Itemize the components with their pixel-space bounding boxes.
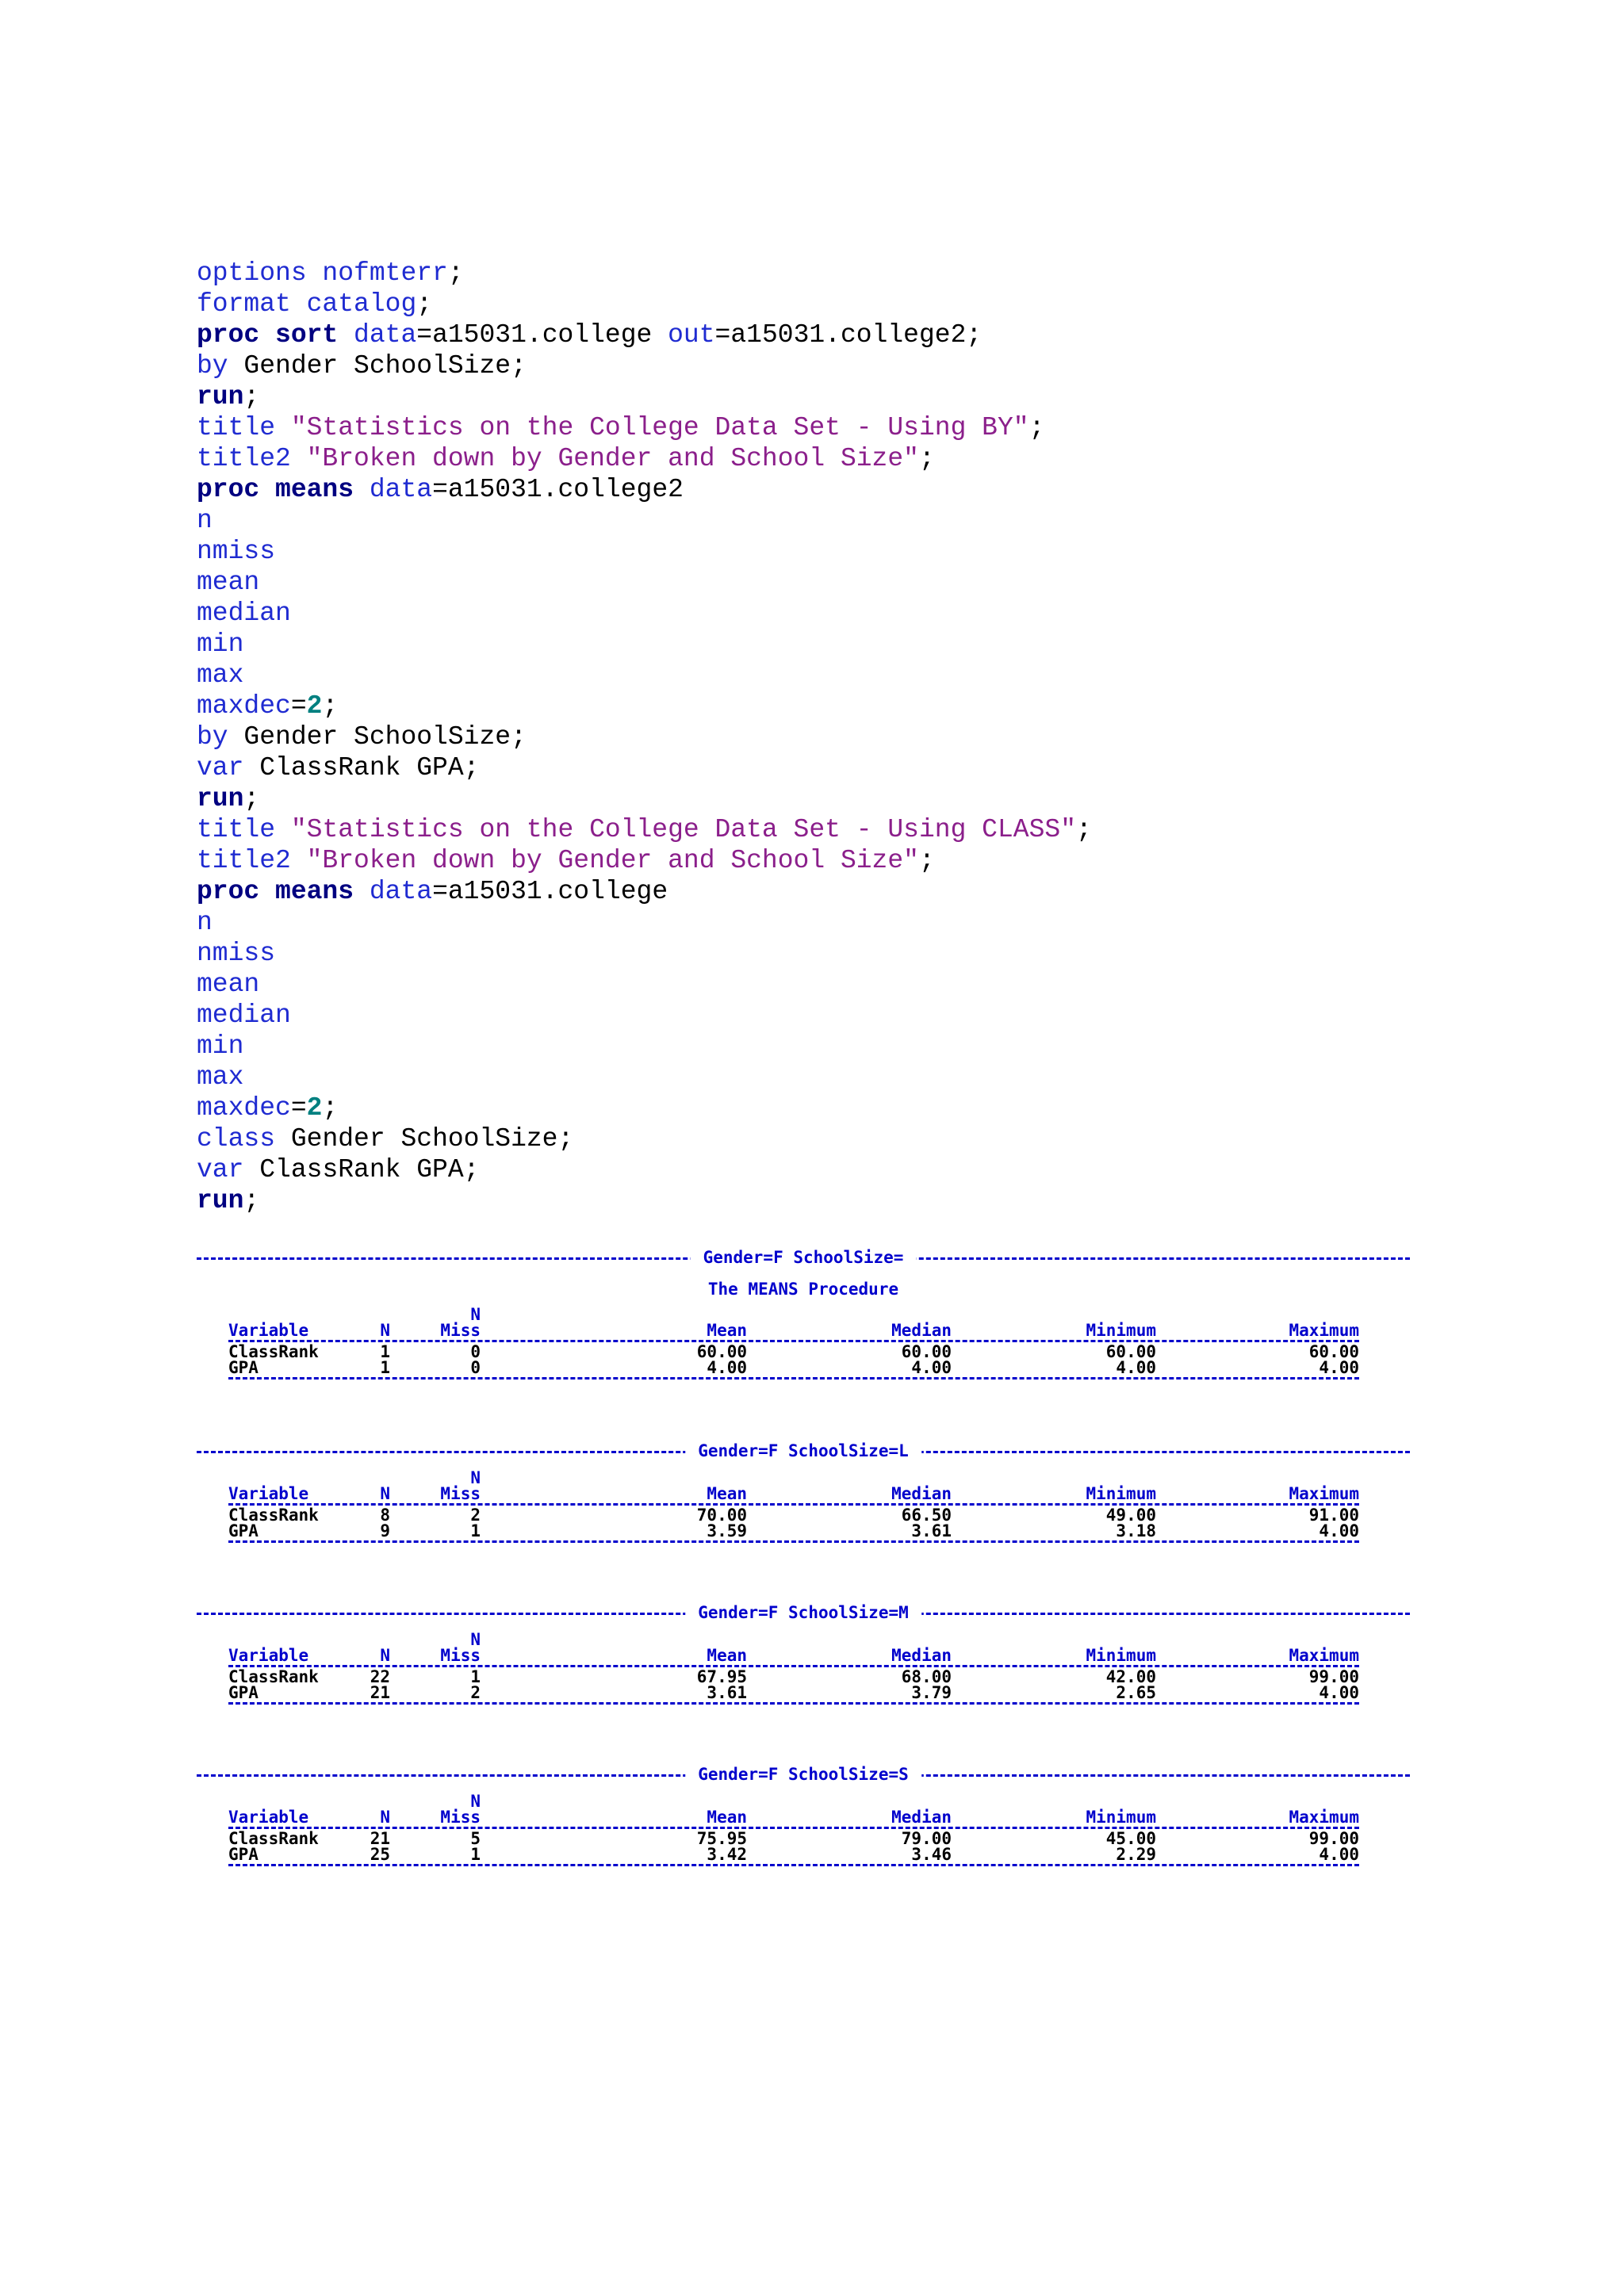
table-header-top [228,1307,1359,1322]
code-token: mean [197,970,260,999]
code-line [197,598,1092,629]
header-maximum: Maximum [1289,1484,1359,1503]
cell-maximum: 4.00 [1319,1521,1359,1540]
code-line [197,350,1092,381]
cell-median: 3.61 [911,1521,952,1540]
header-variable: Variable [228,1484,309,1503]
footer-rule [228,1702,1359,1705]
cell-n: 1 [380,1342,390,1361]
code-token: run [197,382,244,411]
code-token: ; [243,382,260,411]
code-token: Gender SchoolSize; [228,351,527,381]
cell-minimum: 4.00 [1116,1358,1156,1377]
table-header-top [228,1632,1359,1647]
code-line [197,1062,1092,1093]
code-token: title2 [197,846,291,875]
header-median: Median [891,1484,952,1503]
code-line [197,814,1092,845]
code-token: 2 [306,691,323,721]
cell-median: 79.00 [901,1829,952,1848]
header-n: N [380,1808,390,1827]
cell-maximum: 4.00 [1319,1358,1359,1377]
code-token: max [197,660,244,690]
cell-variable: ClassRank [228,1342,319,1361]
code-token: data [354,877,433,906]
header-variable: Variable [228,1646,309,1665]
code-token: title [197,815,276,844]
table-header [228,1809,1359,1825]
code-token: ClassRank GPA; [243,1155,480,1184]
code-line [197,938,1092,969]
code-line [197,505,1092,536]
cell-maximum: 99.00 [1308,1667,1359,1686]
header-rule [228,1503,1359,1506]
code-token: title [197,413,276,442]
code-token: ; [918,846,935,875]
code-token: min [197,1031,244,1061]
code-token: "Broken down by Gender and School Size" [290,846,919,875]
code-line [197,876,1092,907]
header-minimum: Minimum [1086,1484,1156,1503]
code-line [197,258,1092,289]
cell-n: 22 [370,1667,390,1686]
code-line [197,1031,1092,1062]
table-row [228,1523,1359,1539]
code-token: Gender SchoolSize; [228,722,527,752]
header-n-top: N [470,1630,481,1649]
header-minimum: Minimum [1086,1646,1156,1665]
code-token: Gender SchoolSize; [275,1124,574,1154]
code-line [197,907,1092,938]
header-maximum: Maximum [1289,1321,1359,1340]
header-n: N [380,1321,390,1340]
code-line [197,289,1092,320]
header-variable: Variable [228,1808,309,1827]
header-miss: Miss [440,1808,481,1827]
code-token: "Broken down by Gender and School Size" [290,444,919,473]
code-token: maxdec [197,1093,291,1123]
code-line [197,660,1092,691]
code-line [197,1093,1092,1123]
footer-rule [228,1377,1359,1380]
table-row [228,1344,1359,1360]
header-median: Median [891,1321,952,1340]
cell-n: 8 [380,1506,390,1525]
header-minimum: Minimum [1086,1321,1156,1340]
cell-mean: 3.61 [707,1683,747,1702]
code-line [197,474,1092,505]
table-header-top [228,1793,1359,1809]
code-token: var [197,1155,244,1184]
code-line [197,1123,1092,1154]
header-mean: Mean [707,1484,747,1503]
cell-mean: 70.00 [696,1506,747,1525]
means-output [197,1248,1410,1927]
code-token: "Statistics on the College Data Set - Using BY" [275,413,1029,442]
table-header [228,1322,1359,1338]
cell-variable: GPA [228,1845,259,1864]
cell-minimum: 45.00 [1105,1829,1156,1848]
code-token: run [197,784,244,813]
code-line [197,845,1092,876]
header-n-top: N [470,1468,481,1487]
by-group [197,1441,1410,1603]
cell-n: 1 [380,1358,390,1377]
cell-maximum: 4.00 [1319,1845,1359,1864]
header-mean: Mean [707,1646,747,1665]
sas-code-listing [197,258,1092,1216]
code-line [197,443,1092,474]
cell-variable: ClassRank [228,1506,319,1525]
code-token: ; [243,784,260,813]
table-body [228,1831,1359,1862]
code-token: var [197,753,244,783]
code-token: =a15031.college2 [432,475,684,504]
table-row [228,1685,1359,1701]
code-token: options nofmterr [197,258,448,288]
statistics-table [228,1470,1359,1544]
code-token: = [290,691,307,721]
header-rule [228,1665,1359,1667]
code-token: proc means [197,877,354,906]
cell-mean: 3.59 [707,1521,747,1540]
cell-median: 60.00 [901,1342,952,1361]
table-row [228,1846,1359,1862]
code-token: n [197,908,213,937]
header-miss: Miss [440,1484,481,1503]
statistics-table [228,1632,1359,1706]
footer-rule [228,1864,1359,1866]
code-token: class [197,1124,276,1154]
code-line [197,721,1092,752]
table-row [228,1360,1359,1376]
cell-nmiss: 1 [470,1521,481,1540]
cell-variable: ClassRank [228,1667,319,1686]
code-line [197,536,1092,567]
header-n: N [380,1646,390,1665]
header-mean: Mean [707,1808,747,1827]
table-header [228,1486,1359,1502]
code-token: nmiss [197,939,276,968]
table-row [228,1507,1359,1523]
table-row [228,1831,1359,1846]
code-line [197,969,1092,1000]
code-token: ; [447,258,464,288]
code-token: ; [322,1093,339,1123]
cell-minimum: 49.00 [1105,1506,1156,1525]
code-token: by [197,722,228,752]
cell-nmiss: 1 [470,1845,481,1864]
by-group [197,1765,1410,1927]
header-maximum: Maximum [1289,1808,1359,1827]
header-median: Median [891,1808,952,1827]
header-miss: Miss [440,1646,481,1665]
code-token: ; [918,444,935,473]
by-group [197,1603,1410,1765]
code-line [197,567,1092,598]
code-line [197,381,1092,412]
table-header [228,1647,1359,1663]
code-token: 2 [306,1093,323,1123]
cell-minimum: 3.18 [1116,1521,1156,1540]
by-group-label: Gender=F SchoolSize=L [685,1441,921,1460]
code-line [197,783,1092,814]
cell-mean: 3.42 [707,1845,747,1864]
code-token: =a15031.college2; [714,320,982,350]
header-minimum: Minimum [1086,1808,1156,1827]
table-row [228,1669,1359,1685]
cell-variable: GPA [228,1358,259,1377]
header-n-top: N [470,1305,481,1324]
code-token: "Statistics on the College Data Set - Using CLASS" [275,815,1076,844]
code-line [197,1000,1092,1031]
cell-mean: 75.95 [696,1829,747,1848]
code-token: nmiss [197,537,276,566]
code-token: run [197,1186,244,1215]
header-rule [228,1827,1359,1829]
code-line [197,412,1092,443]
code-token: median [197,599,291,628]
cell-mean: 60.00 [696,1342,747,1361]
code-token: =a15031.college [416,320,668,350]
header-n-top: N [470,1792,481,1811]
by-group-label: Gender=F SchoolSize=S [685,1765,921,1784]
code-token: out [668,320,715,350]
table-header-top [228,1470,1359,1486]
header-miss: Miss [440,1321,481,1340]
cell-maximum: 60.00 [1308,1342,1359,1361]
code-line [197,752,1092,783]
header-rule [228,1340,1359,1342]
cell-minimum: 2.29 [1116,1845,1156,1864]
cell-maximum: 4.00 [1319,1683,1359,1702]
code-token: ; [1028,413,1045,442]
code-token: =a15031.college [432,877,668,906]
procedure-title: The MEANS Procedure [707,1280,899,1299]
code-token: ; [416,289,433,319]
by-group-label: Gender=F SchoolSize=M [685,1603,921,1622]
code-token: maxdec [197,691,291,721]
code-line [197,1185,1092,1216]
cell-median: 3.79 [911,1683,952,1702]
statistics-table [228,1307,1359,1381]
code-token: max [197,1062,244,1092]
header-mean: Mean [707,1321,747,1340]
code-token: ; [322,691,339,721]
code-token: title2 [197,444,291,473]
code-token: ; [243,1186,260,1215]
code-token: data [354,475,433,504]
header-n: N [380,1484,390,1503]
statistics-table [228,1793,1359,1868]
by-group [197,1248,1410,1441]
cell-nmiss: 1 [470,1667,481,1686]
code-token: = [290,1093,307,1123]
cell-nmiss: 2 [470,1506,481,1525]
code-token: proc sort [197,320,339,350]
code-token: n [197,506,213,535]
cell-median: 68.00 [901,1667,952,1686]
cell-maximum: 99.00 [1308,1829,1359,1848]
cell-minimum: 60.00 [1105,1342,1156,1361]
cell-n: 25 [370,1845,390,1864]
cell-minimum: 42.00 [1105,1667,1156,1686]
code-token: data [338,320,417,350]
code-line [197,691,1092,721]
cell-nmiss: 0 [470,1342,481,1361]
footer-rule [228,1540,1359,1543]
cell-variable: GPA [228,1683,259,1702]
header-maximum: Maximum [1289,1646,1359,1665]
table-body [228,1344,1359,1376]
code-token: median [197,1001,291,1030]
table-body [228,1507,1359,1539]
cell-n: 21 [370,1683,390,1702]
cell-nmiss: 5 [470,1829,481,1848]
code-line [197,1154,1092,1185]
code-token: ; [1076,815,1092,844]
code-token: format catalog [197,289,417,319]
cell-n: 21 [370,1829,390,1848]
cell-nmiss: 2 [470,1683,481,1702]
cell-minimum: 2.65 [1116,1683,1156,1702]
code-line [197,320,1092,350]
cell-n: 9 [380,1521,390,1540]
by-group-label: Gender=F SchoolSize= [691,1248,917,1267]
cell-median: 4.00 [911,1358,952,1377]
cell-median: 66.50 [901,1506,952,1525]
cell-mean: 4.00 [707,1358,747,1377]
cell-nmiss: 0 [470,1358,481,1377]
table-body [228,1669,1359,1701]
header-variable: Variable [228,1321,309,1340]
code-token: by [197,351,228,381]
code-token: proc means [197,475,354,504]
cell-mean: 67.95 [696,1667,747,1686]
code-token: ClassRank GPA; [243,753,480,783]
header-median: Median [891,1646,952,1665]
code-token: mean [197,568,260,597]
code-token: min [197,629,244,659]
cell-median: 3.46 [911,1845,952,1864]
cell-maximum: 91.00 [1308,1506,1359,1525]
code-line [197,629,1092,660]
cell-variable: ClassRank [228,1829,319,1848]
cell-variable: GPA [228,1521,259,1540]
